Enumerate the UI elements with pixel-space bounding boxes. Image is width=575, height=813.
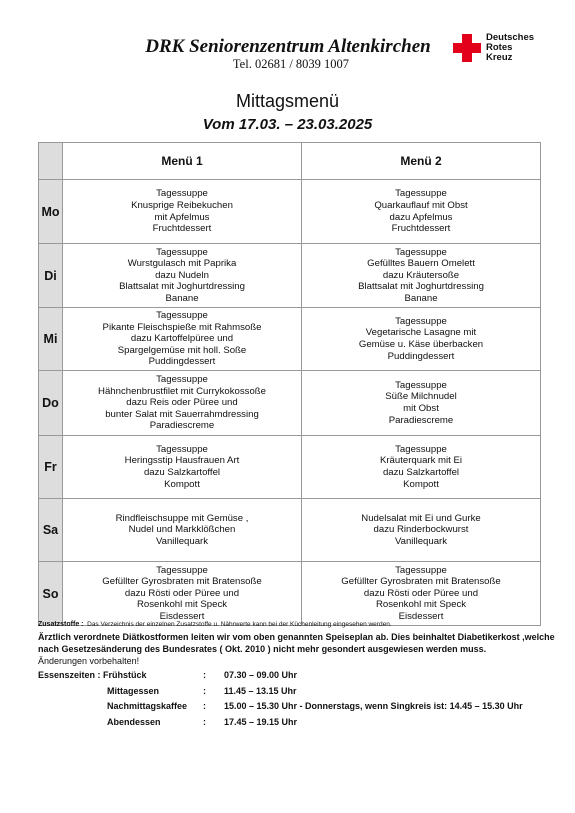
day-cell: Do — [39, 371, 63, 436]
dish-line: Paradiescreme — [388, 414, 454, 426]
dish-line: Fruchtdessert — [152, 223, 212, 235]
menu-1-cell — [63, 499, 302, 562]
dish-line: Süße Milchnudel — [385, 391, 457, 403]
dish-line: Blattsalat mit Joghurtdressing — [119, 281, 245, 293]
corner-cell — [39, 143, 63, 180]
dish-line: dazu Apfelmus — [389, 211, 453, 223]
dish-line: Quarkauflauf mit Obst — [374, 199, 468, 211]
additives-label: Zusatzstoffe : — [38, 621, 84, 628]
page-title: DRK Seniorenzentrum Altenkirchen — [145, 36, 431, 57]
dish-line: dazu Kartoffelpüree und — [130, 333, 234, 345]
logo-line-1: Deutsches — [486, 32, 535, 43]
dish-line: Banane — [404, 292, 438, 304]
dish-line: Tagessuppe — [156, 310, 208, 322]
dish-line: dazu Rinderbockwurst — [373, 524, 469, 536]
dish-line: Gefüllter Gyrosbraten mit Bratensoße — [341, 576, 501, 588]
dish-line: Vanillequark — [155, 535, 209, 547]
meal-time-value: 15.00 – 15.30 Uhr - Donnerstags, wenn Singkreis ist: 14.45 – 15.30 Uhr — [224, 701, 523, 711]
dish-line: dazu Salzkartoffel — [382, 467, 460, 478]
menu-2-cell — [302, 244, 541, 308]
menu-heading: Mittagsmenü — [235, 91, 340, 111]
dish-line: dazu Kräutersoße — [382, 269, 460, 281]
dish-line: Tagessuppe — [156, 374, 208, 386]
dish-line: Gefülltes Bauern Omelett — [367, 258, 475, 270]
dish-line: bunter Salat mit Sauerrahmdressing — [105, 408, 259, 420]
dish-line: mit Obst — [403, 403, 439, 414]
menu-1-cell — [63, 436, 302, 499]
dish-line: Hähnchenbrustfilet mit Currykokossoße — [98, 385, 266, 397]
dish-line: Tagessuppe — [395, 379, 447, 391]
menu-2-cell — [302, 436, 541, 499]
menu-1-cell — [63, 308, 302, 371]
menu-1-cell — [63, 244, 302, 308]
meal-time-value: 11.45 – 13.15 Uhr — [224, 685, 297, 696]
dish-line: Tagessuppe — [395, 443, 447, 455]
table-row — [39, 308, 541, 371]
dish-line: Puddingdessert — [387, 350, 455, 362]
dish-line: Vanillequark — [394, 535, 448, 547]
dish-line: Nudel und Markklößchen — [128, 524, 236, 536]
dish-line: Tagessuppe — [395, 315, 447, 327]
meal-time-label: Essenszeiten : Frühstück — [38, 670, 147, 680]
dish-line: Tagessuppe — [395, 246, 447, 258]
dish-line: Fruchtdessert — [391, 223, 451, 235]
dish-line: Tagessuppe — [156, 246, 208, 258]
menu-table — [38, 142, 541, 626]
dish-line: Tagessuppe — [395, 188, 447, 200]
dish-line: Banane — [165, 292, 199, 304]
logo-line-2: Rotes — [486, 42, 513, 53]
additives-text: Das Verzeichnis der einzelnen Zusatzstoffe u. Nährwerte kann bei der Küchenleitung eingesehen werden. — [87, 621, 392, 628]
menu-period: Vom 17.03. – 23.03.2025 — [202, 116, 373, 133]
table-row — [39, 180, 541, 244]
dish-line: dazu Rösti oder Püree und — [124, 587, 240, 599]
dish-line: Kompott — [164, 478, 200, 490]
menu-2-cell — [302, 180, 541, 244]
day-cell: Fr — [39, 436, 63, 499]
dish-line: Nudelsalat mit Ei und Gurke — [361, 512, 481, 524]
dish-line: Puddingdessert — [148, 356, 216, 368]
dish-line: dazu Reis oder Püree und — [126, 397, 238, 409]
dish-line: Kräuterquark mit Ei — [379, 455, 463, 467]
dish-line: Heringsstip Hausfrauen Art — [124, 455, 240, 467]
diet-note: Ärztlich verordnete Diätkostformen leiten wir vom oben genannten Speiseplan ab. Dies beinhaltet Diabetikerkost ,welche nach Gesetzesänderung des Bundesrates ( Okt. 2010 ) nicht mehr gesondert ausgewiesen werden muss. — [38, 632, 555, 654]
dish-line: Tagessuppe — [156, 188, 208, 200]
dish-line: Knusprige Reibekuchen — [131, 199, 233, 211]
dish-line: dazu Salzkartoffel — [143, 467, 221, 478]
column-header-menu-2: Menü 2 — [302, 143, 541, 180]
menu-2-cell — [302, 499, 541, 562]
dish-line: Vegetarische Lasagne mit — [365, 327, 477, 339]
dish-line: dazu Nudeln — [155, 269, 209, 281]
table-row — [39, 562, 541, 626]
dish-line: Tagessuppe — [156, 443, 208, 455]
dish-line: Blattsalat mit Joghurtdressing — [358, 281, 484, 293]
dish-line: Tagessuppe — [395, 564, 447, 576]
meal-time-value: 17.45 – 19.15 Uhr — [224, 716, 298, 727]
dish-line: mit Apfelmus — [154, 211, 210, 223]
table-header-row — [39, 143, 541, 180]
day-cell: So — [39, 562, 63, 626]
table-row — [39, 499, 541, 562]
menu-1-cell — [63, 180, 302, 244]
drk-logo — [453, 32, 563, 66]
day-cell: Di — [39, 244, 63, 308]
dish-line: Wurstgulasch mit Paprika — [127, 258, 237, 270]
logo-line-3: Kreuz — [486, 52, 513, 63]
table-row — [39, 244, 541, 308]
dish-line: Gemüse u. Käse überbacken — [358, 339, 484, 350]
red-cross-icon — [453, 34, 481, 62]
day-cell: Mo — [39, 180, 63, 244]
phone-number: Tel. 02681 / 8039 1007 — [232, 57, 350, 71]
changes-note: Änderungen vorbehalten! — [38, 656, 140, 666]
menu-1-cell — [63, 562, 302, 626]
meal-time-label: Mittagessen — [107, 685, 160, 696]
dish-line: Rindfleischsuppe mit Gemüse , — [115, 512, 249, 524]
column-header-menu-1: Menü 1 — [63, 143, 302, 180]
dish-line: Kompott — [403, 478, 439, 490]
additives-note — [38, 621, 392, 628]
dish-line: Rosenkohl mit Speck — [136, 599, 228, 611]
day-cell: Mi — [39, 308, 63, 371]
meal-time-label: Abendessen — [107, 716, 161, 727]
dish-line: Pikante Fleischspieße mit Rahmsoße — [102, 321, 262, 333]
menu-2-cell — [302, 308, 541, 371]
dish-line: dazu Rösti oder Püree und — [363, 587, 479, 599]
menu-1-cell — [63, 371, 302, 436]
dish-line: Paradiescreme — [149, 420, 215, 432]
meal-time-label: Nachmittagskaffee — [107, 701, 188, 711]
meal-time-value: 07.30 – 09.00 Uhr — [224, 670, 298, 680]
dish-line: Gefüllter Gyrosbraten mit Bratensoße — [102, 576, 262, 588]
dish-line: Spargelgemüse mit holl. Soße — [117, 344, 247, 356]
dish-line: Eisdessert — [398, 610, 444, 622]
menu-2-cell — [302, 562, 541, 626]
menu-2-cell — [302, 371, 541, 436]
dish-line: Eisdessert — [159, 610, 205, 622]
dish-line: Tagessuppe — [156, 564, 208, 576]
day-cell: Sa — [39, 499, 63, 562]
dish-line: Rosenkohl mit Speck — [375, 599, 467, 611]
table-row — [39, 436, 541, 499]
table-row — [39, 371, 541, 436]
